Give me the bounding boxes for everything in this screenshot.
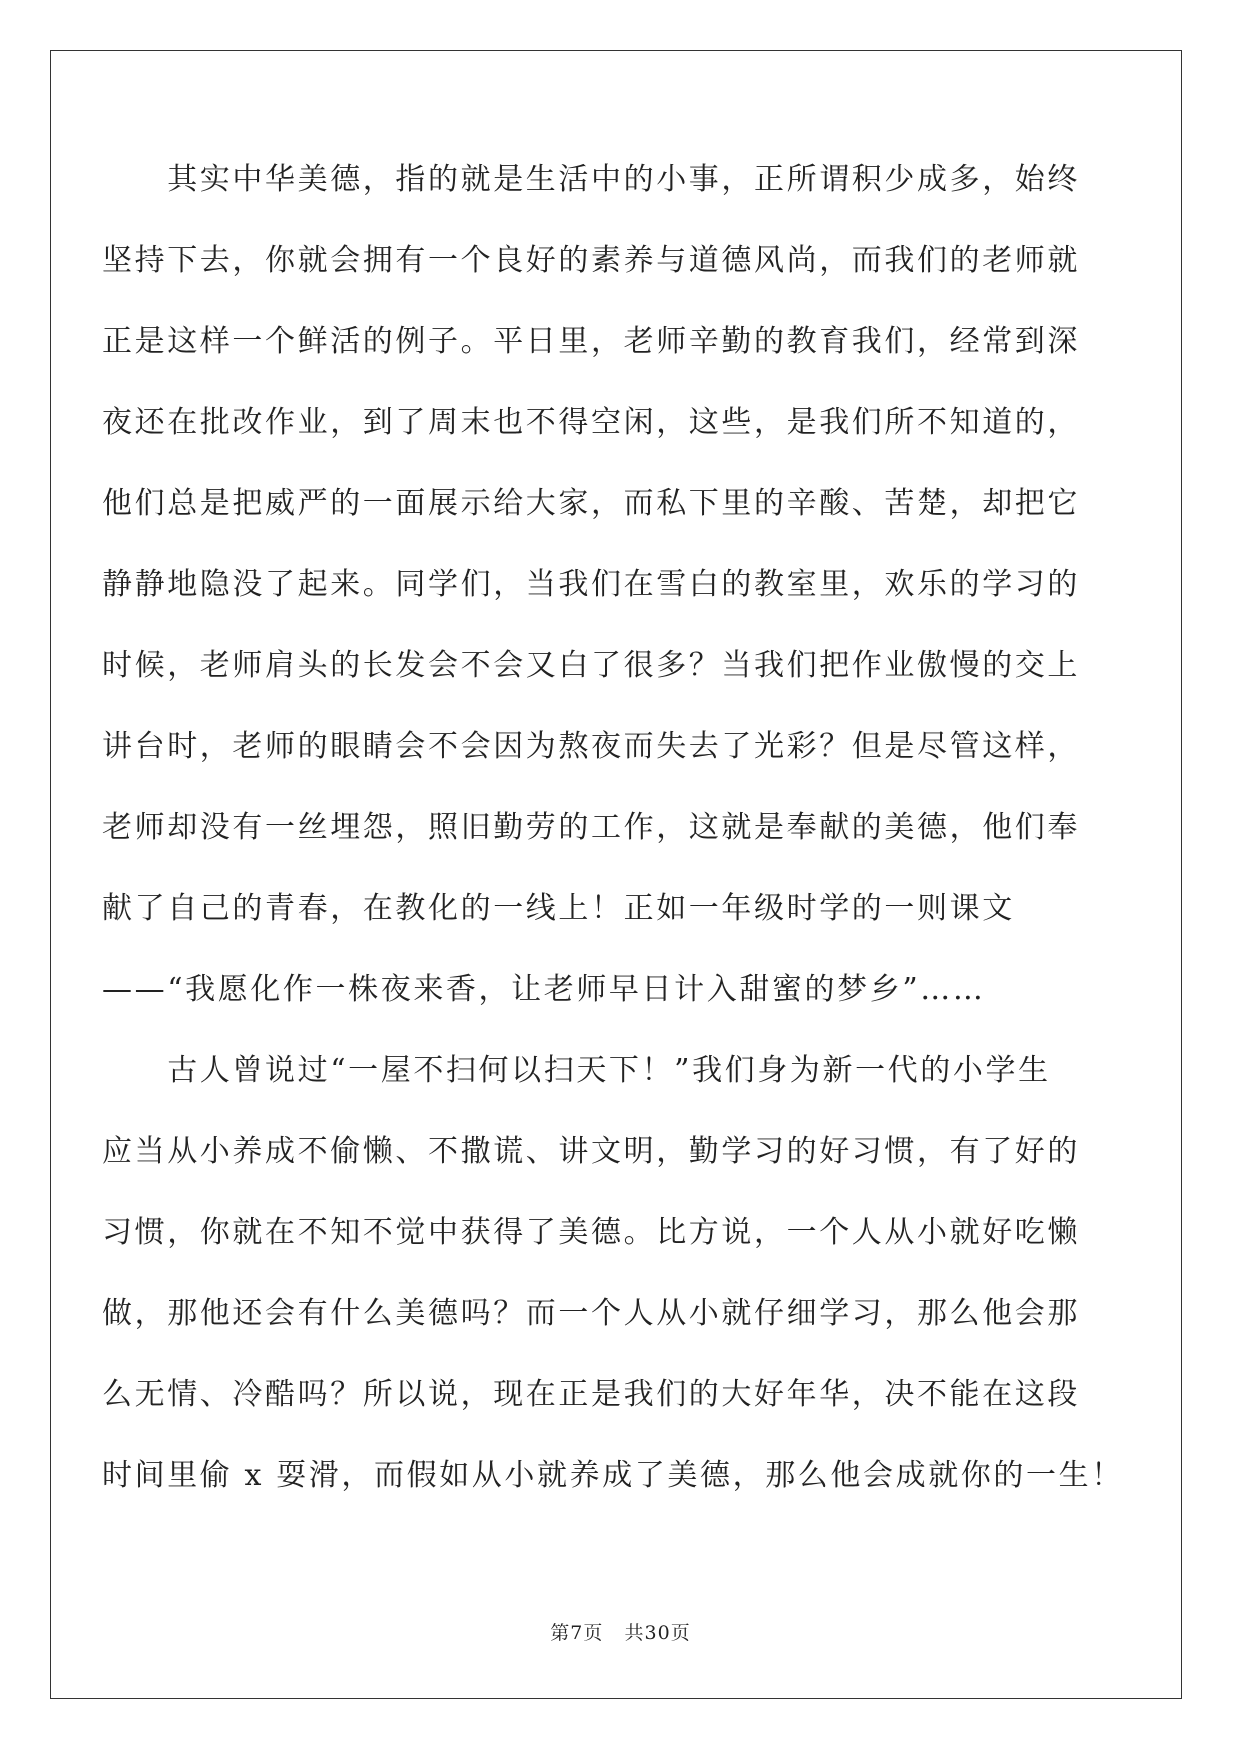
text-line: 其实中华美德，指的就是生活中的小事，正所谓积少成多，始终 — [102, 162, 1080, 197]
text-line: 习惯，你就在不知不觉中获得了美德。比方说，一个人从小就好吃懒 — [102, 1215, 1080, 1250]
text-line: 时候，老师肩头的长发会不会又白了很多？当我们把作业傲慢的交上 — [102, 648, 1080, 683]
text-line: 做，那他还会有什么美德吗？而一个人从小就仔细学习，那么他会那 — [102, 1296, 1080, 1331]
text-line: 坚持下去，你就会拥有一个良好的素养与道德风尚，而我们的老师就 — [102, 243, 1080, 278]
text-line: 么无情、冷酷吗？所以说，现在正是我们的大好年华，决不能在这段 — [102, 1377, 1080, 1412]
text-line: 静静地隐没了起来。同学们，当我们在雪白的教室里，欢乐的学习的 — [102, 567, 1080, 602]
document-body — [102, 162, 1124, 1542]
text-line: 他们总是把威严的一面展示给大家，而私下里的辛酸、苦楚，却把它 — [102, 486, 1080, 521]
page-total: 共30页 — [624, 1622, 691, 1644]
text-line: 正是这样一个鲜活的例子。平日里，老师辛勤的教育我们，经常到深 — [102, 324, 1080, 359]
text-line: 时间里偷 x 耍滑，而假如从小就养成了美德，那么他会成就你的一生！ — [102, 1458, 1124, 1493]
text-line: 讲台时，老师的眼睛会不会因为熬夜而失去了光彩？但是尽管这样， — [102, 729, 1080, 764]
page-number: 第7页 — [550, 1622, 604, 1644]
text-line: 夜还在批改作业，到了周末也不得空闲，这些，是我们所不知道的， — [102, 405, 1080, 440]
text-line: ——“我愿化作一株夜来香，让老师早日计入甜蜜的梦乡”…… — [102, 972, 986, 1007]
page-footer — [0, 1618, 1241, 1645]
text-line: 献了自己的青春，在教化的一线上！正如一年级时学的一则课文 — [102, 891, 1015, 926]
text-line: 老师却没有一丝埋怨，照旧勤劳的工作，这就是奉献的美德，他们奉 — [102, 810, 1080, 845]
text-line: 古人曾说过“一屋不扫何以扫天下！”我们身为新一代的小学生 — [102, 1053, 1051, 1088]
text-line: 应当从小养成不偷懒、不撒谎、讲文明，勤学习的好习惯，有了好的 — [102, 1134, 1080, 1169]
